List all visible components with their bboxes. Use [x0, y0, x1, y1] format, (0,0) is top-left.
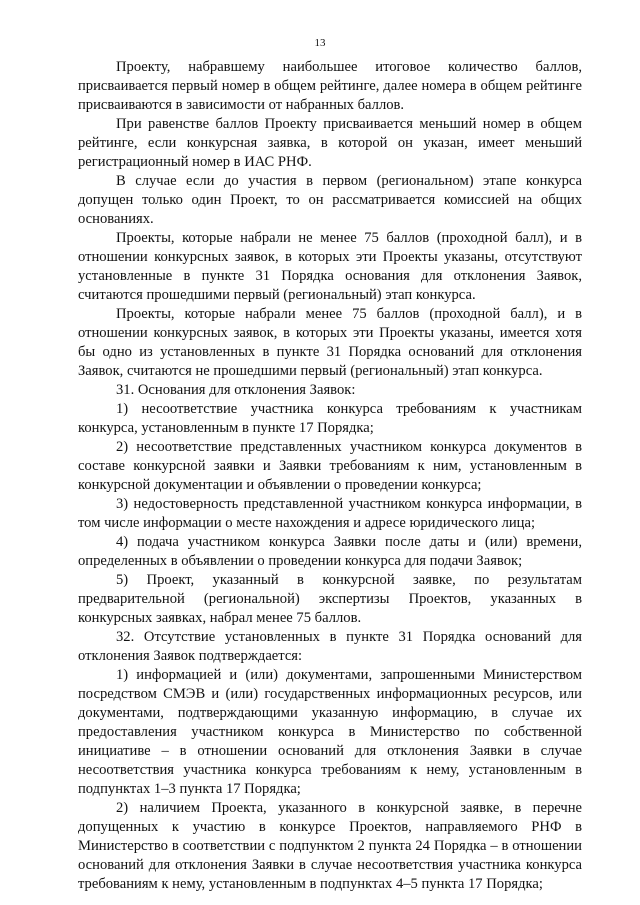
list-item-31-5: 5) Проект, указанный в конкурсной заявке, по результатам предварительной (региональной) экспертизы Проектов, указанных в конкурсных заявках, набрал менее 75 баллов. — [78, 572, 582, 626]
paragraph-ranking: Проекту, набравшему наибольшее итоговое количество баллов, присваивается первый номер в общем рейтинге, далее номера в общем рейтинге присваиваются в зависимости от набранных баллов. — [78, 59, 582, 113]
section-31-heading: 31. Основания для отклонения Заявок: — [116, 382, 356, 398]
paragraph-failed-projects: Проекты, которые набрали менее 75 баллов (проходной балл), и в отношении конкурсных заявок, в которых эти Проекты указаны, имеется хотя бы одно из установленных в пункте 31 Порядка оснований для отклонения Заявок, считаются не прошедшими первый (региональный) этап конкурса. — [78, 306, 582, 379]
list-item-31-3: 3) недостоверность представленной участником конкурса информации, в том числе информации о месте нахождения и адресе юридического лица; — [78, 496, 582, 531]
paragraph-passed-projects: Проекты, которые набрали не менее 75 баллов (проходной балл), и в отношении конкурсных заявок, в которых эти Проекты указаны, отсутствуют установленные в пункте 31 Порядка основания для отклонения Заявок, считаются прошедшими первый (региональный) этап конкурса. — [78, 230, 582, 303]
list-item-31-1: 1) несоответствие участника конкурса требованиям к участникам конкурса, установленным в пункте 17 Порядка; — [78, 401, 582, 436]
list-item-31-2: 2) несоответствие представленных участником конкурса документов в составе конкурсной заявки и Заявки требованиям к ним, установленным в конкурсной документации и объявлении о проведении конкурса; — [78, 439, 582, 493]
page-number: 13 — [314, 37, 326, 49]
list-item-32-2: 2) наличием Проекта, указанного в конкурсной заявке, в перечне допущенных к участию в конкурсе Проектов, направляемого РНФ в Министерство в соответствии с подпунктом 2 пункта 24 Порядка – в отношении оснований для отклонения Заявки в случае несоответствия участника конкурса требованиям к нему, установленным в подпунктах 4–5 пункта 17 Порядка; — [78, 800, 582, 892]
document-body — [78, 58, 582, 894]
paragraph-equal-scores: При равенстве баллов Проекту присваивается меньший номер в общем рейтинге, если конкурсная заявка, в которой он указан, имеет меньший регистрационный номер в ИАС РНФ. — [78, 116, 582, 170]
list-item-32-1: 1) информацией и (или) документами, запрошенными Министерством посредством СМЭВ и (или) государственных информационных ресурсов, или документами, подтверждающими указанную информацию, в случае их предоставления участником конкурса в Министерство по собственной инициативе – в отношении оснований для отклонения Заявки в случае несоответствия участника конкурса требованиям к нему, установленным в подпунктах 1–3 пункта 17 Порядка; — [78, 667, 582, 797]
section-32-heading: 32. Отсутствие установленных в пункте 31 Порядка оснований для отклонения Заявок подтверждается: — [78, 629, 582, 664]
list-item-31-4: 4) подача участником конкурса Заявки после даты и (или) времени, определенных в объявлении о проведении конкурса для подачи Заявок; — [78, 534, 582, 569]
paragraph-single-project: В случае если до участия в первом (региональном) этапе конкурса допущен только один Проект, то он рассматривается комиссией на общих основаниях. — [78, 173, 582, 227]
